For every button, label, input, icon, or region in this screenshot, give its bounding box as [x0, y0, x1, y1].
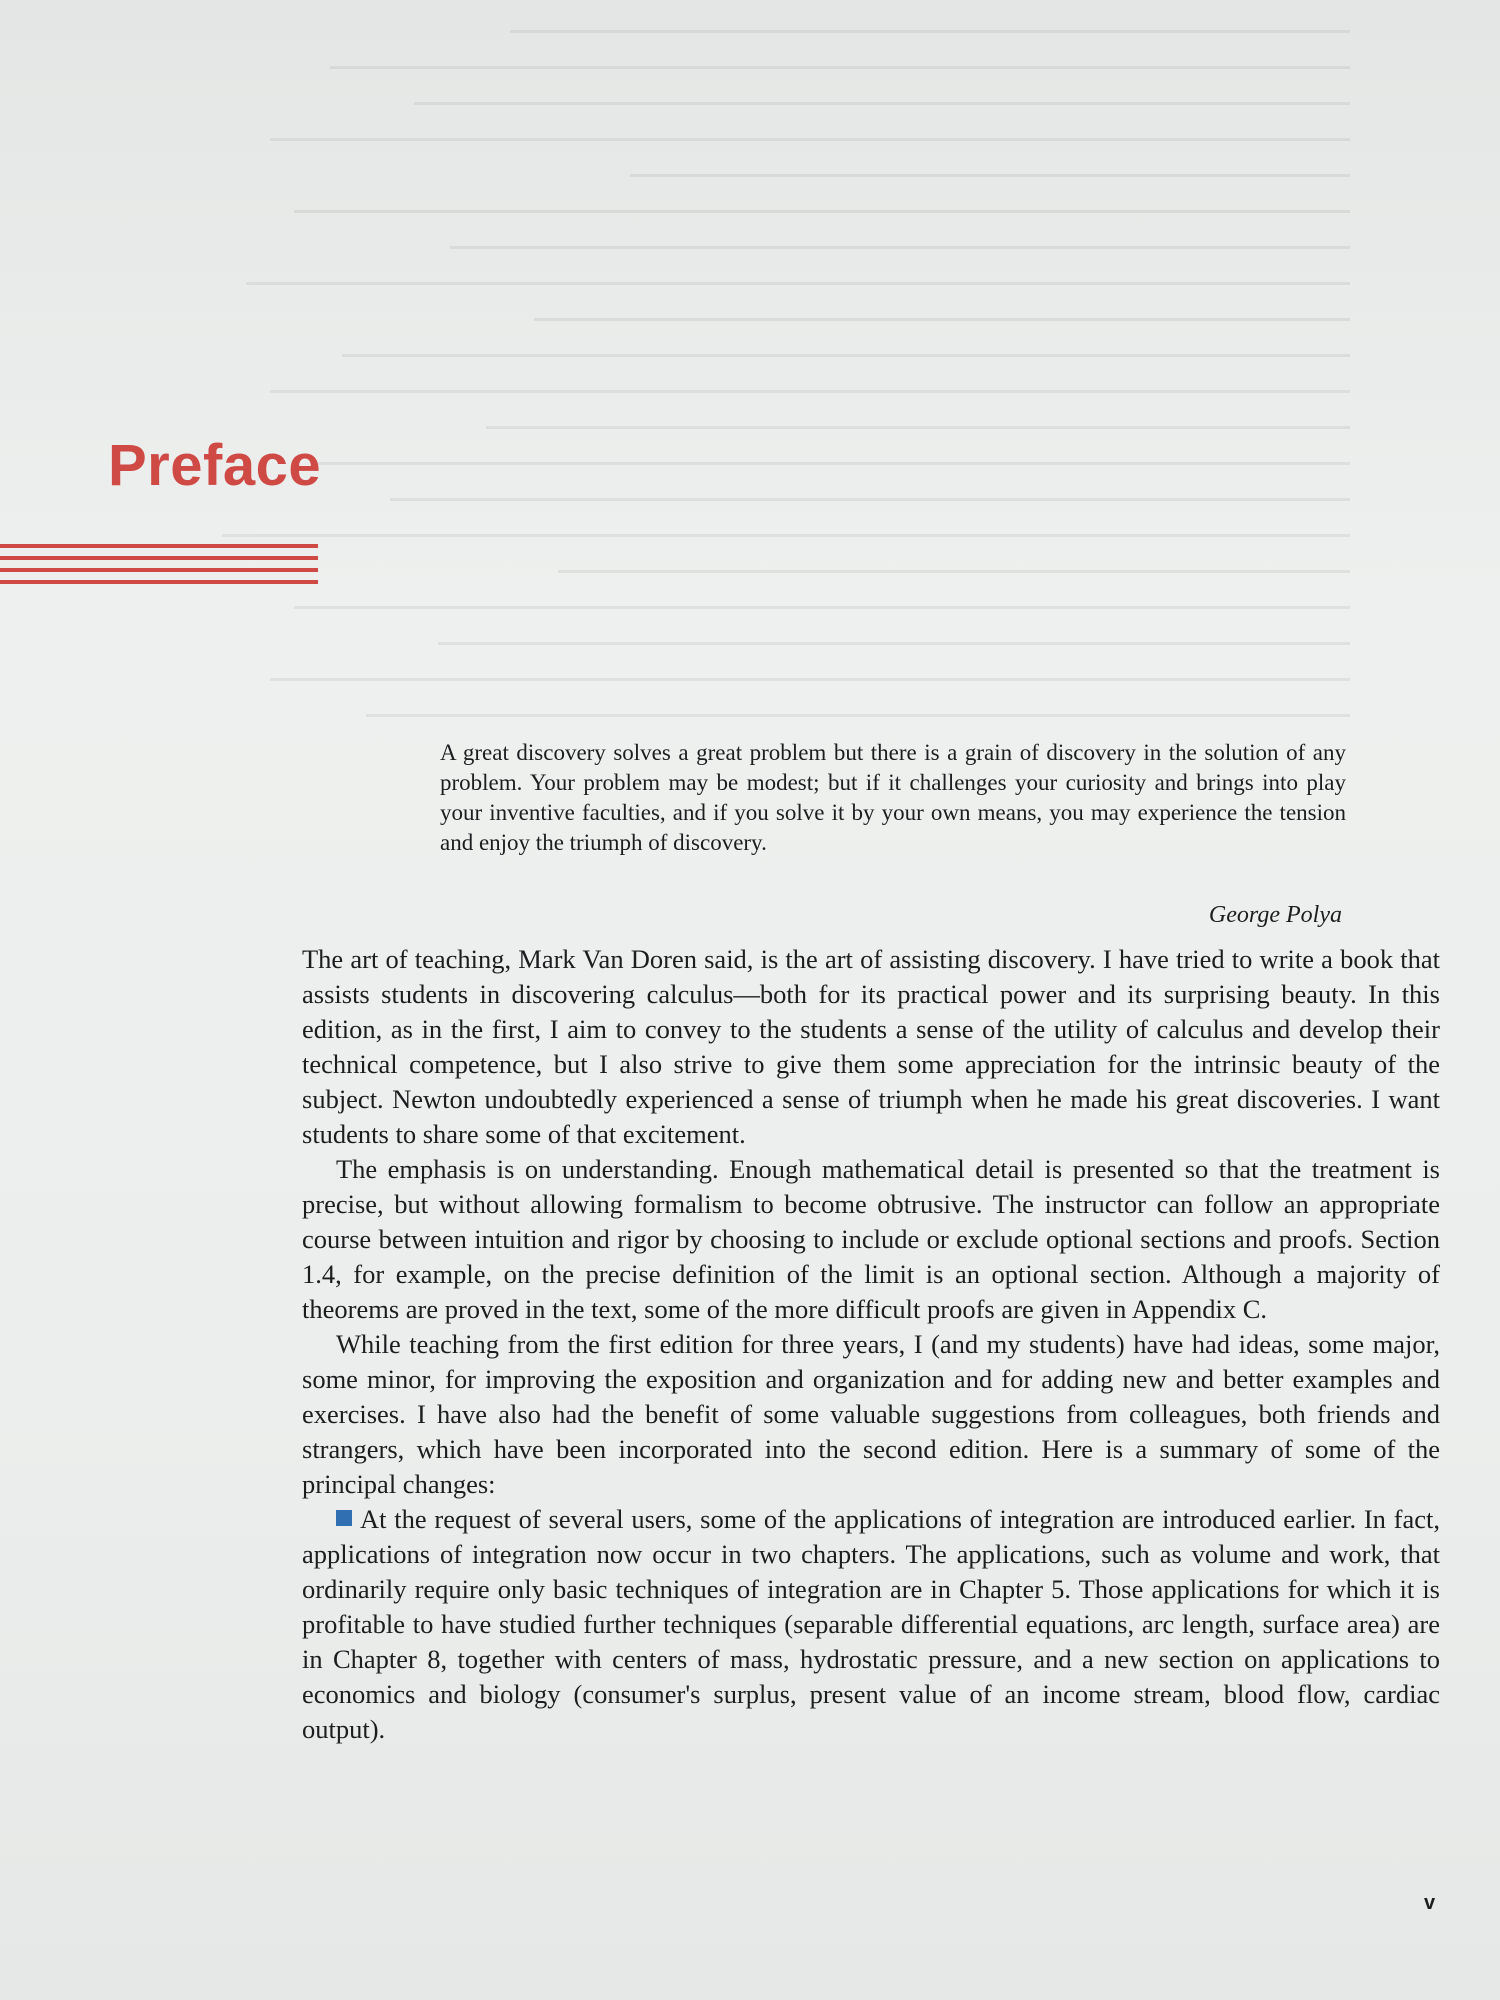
preface-body [302, 942, 1440, 1747]
body-paragraph: The art of teaching, Mark Van Doren said, is the art of assisting discovery. I have tried to write a book that assists students in discovering calculus—both for its practical power and its surprising beauty. In this edition, as in the first, I aim to convey to the students a sense of the utility of calculus and develop their technical competence, but I also strive to give them some appreciation for the intrinsic beauty of the subject. Newton undoubtedly experienced a sense of triumph when he made his great discoveries. I want students to share some of that excitement. [302, 944, 1440, 1149]
body-paragraph: While teaching from the first edition for three years, I (and my students) have had ideas, some major, some minor, for improving the exposition and organization and for adding new and better examples and exercises. I have also had the benefit of some valuable suggestions from colleagues, both friends and strangers, which have been incorporated into the second edition. Here is a summary of some of the principal changes: [302, 1329, 1440, 1499]
stripe [0, 544, 318, 548]
heading-decoration-stripes [0, 544, 318, 584]
square-bullet-icon [336, 1510, 352, 1526]
stripe [0, 568, 318, 572]
bullet-item-text: At the request of several users, some of the applications of integration are introduced earlier. In fact, applications of integration now occur in two chapters. The applications, such as volume and work, that ordinarily require only basic techniques of integration are in Chapter 5. Those applications for which it is profitable to have studied further techniques (separable differential equations, arc length, surface area) are in Chapter 8, together with centers of mass, hydrostatic pressure, and a new section on applications to economics and biology (consumer's surplus, present value of an income stream, blood flow, cardiac output). [302, 1504, 1440, 1744]
page-number: v [1424, 1892, 1436, 1914]
stripe [0, 556, 318, 560]
preface-heading: Preface [108, 433, 322, 498]
epigraph-quote: A great discovery solves a great problem but there is a grain of discovery in the solution of any problem. Your problem may be modest; but if it challenges your curiosity and brings into play your inventive faculties, and if you solve it by your own means, you may experience the tension and enjoy the triumph of discovery. [440, 740, 1346, 855]
body-paragraph: The emphasis is on understanding. Enough mathematical detail is presented so that the treatment is precise, but without allowing formalism to become obtrusive. The instructor can follow an appropriate course between intuition and rigor by choosing to include or exclude optional sections and proofs. Section 1.4, for example, on the precise definition of the limit is an optional section. Although a majority of theorems are proved in the text, some of the more difficult proofs are given in Appendix C. [302, 1154, 1440, 1324]
bullet-list-item [302, 1502, 1440, 1747]
epigraph-author: George Polya [1208, 902, 1342, 928]
stripe [0, 580, 318, 584]
